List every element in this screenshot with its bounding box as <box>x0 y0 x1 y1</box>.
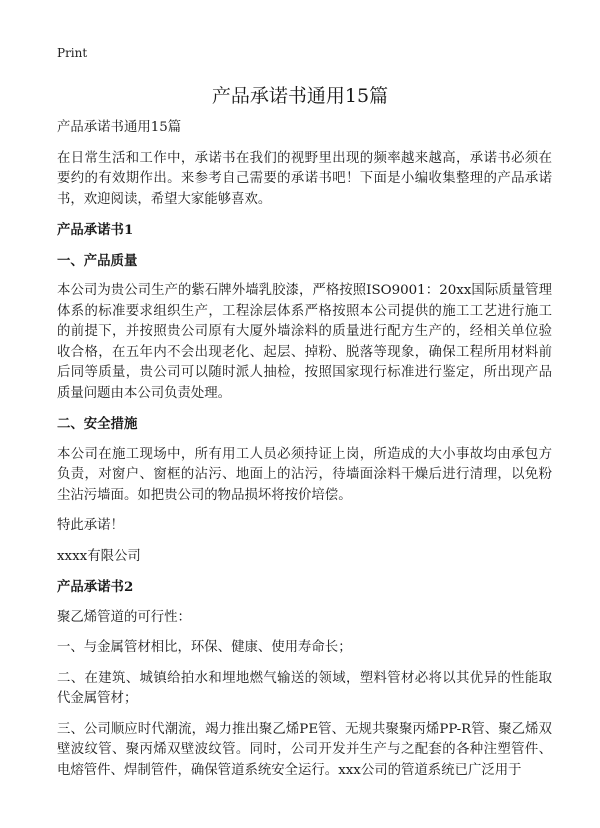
paragraph: 三、公司顺应时代潮流，竭力推出聚乙烯PE管、无规共聚聚丙烯PP-R管、聚乙烯双壁波纹管、聚丙烯双壁波纹管。同时，公司开发并生产与之配套的各种注塑管件、电熔管件、焊制管件，确保管道系统安全运行。xxx公司的管道系统已广泛用于 <box>57 721 552 778</box>
print-label: Print <box>57 46 88 60</box>
document-body <box>57 118 552 791</box>
paragraph: xxxx有限公司 <box>57 548 141 564</box>
paragraph: 本公司为贵公司生产的紫石牌外墙乳胶漆，严格按照ISO9001：20xx国际质量管理体系的标准要求组织生产，工程涂层体系严格按照本公司提供的施工工艺进行施工的前提下，并按照贵公司原有大厦外墙涂料的质量进行配方生产的，经相关单位验收合格，在五年内不会出现老化、起层、掉粉、脱落等现象，确保工程所用材料前后同等质量，贵公司可以随时派人抽检，按照国家现行标准进行鉴定，所出现产品质量问题由本公司负责处理。 <box>57 283 552 401</box>
paragraph: 在日常生活和工作中，承诺书在我们的视野里出现的频率越来越高，承诺书必须在要约的有效期作出。来参考自己需要的承诺书吧！下面是小编收集整理的产品承诺书，欢迎阅读，希望大家能够喜欢。 <box>57 150 552 207</box>
document-title: 产品承诺书通用15篇 <box>211 85 389 107</box>
paragraph: 特此承诺！ <box>57 518 124 533</box>
paragraph: 二、在建筑、城镇给拍水和埋地燃气输送的领域，塑料管材必将以其优异的性能取代金属管材； <box>57 670 552 706</box>
section-heading: 产品承诺书1 <box>57 222 134 238</box>
paragraph: 本公司在施工现场中，所有用工人员必须持证上岗，所造成的大小事故均由承包方负责，对窗户、窗框的沾污、地面上的沾污，待墙面涂料干燥后进行清理，以免粉尘沾污墙面。如把贵公司的物品损坏将按价培偿。 <box>57 446 552 503</box>
section-heading: 一、产品质量 <box>57 252 138 269</box>
section-heading: 产品承诺书2 <box>57 579 134 595</box>
paragraph: 一、与金属管材相比，环保、健康、使用寿命长； <box>57 640 352 655</box>
paragraph: 聚乙烯管道的可行性： <box>57 609 191 625</box>
paragraph: 产品承诺书通用15篇 <box>57 120 182 135</box>
section-heading: 二、安全措施 <box>57 416 138 432</box>
